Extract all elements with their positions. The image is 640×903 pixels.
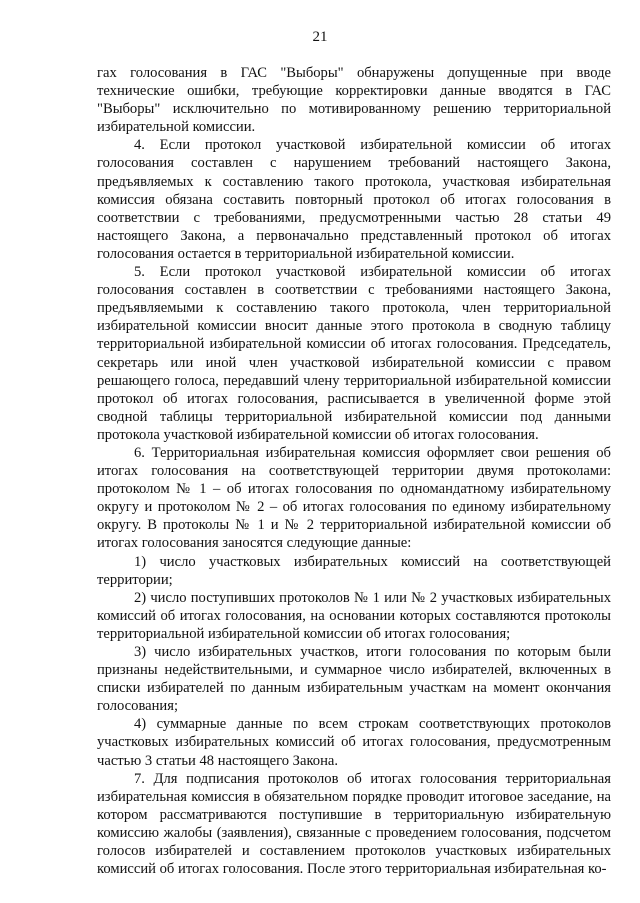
- paragraph-4: 4. Если протокол участковой избирательной комиссии об итогах голосования составлен с нарушением требований настоящего Закона, предъявляемых к составлению такого протокола, участковая избирательная комиссия обязана составить повторный протокол об итогах голосования в соответствии с требованиями, предусмотренными частью 28 статьи 49 настоящего Закона, а первоначально представленный протокол об итогах голосования остается в территориальной избирательной комиссии.: [97, 137, 611, 262]
- document-body: [97, 64, 611, 878]
- paragraph-6: 6. Территориальная избирательная комиссия оформляет свои решения об итогах голосования на соответствующей территории двумя протоколами: протоколом № 1 – об итогах голосования по одномандатному избирательному округу и протоколом № 2 – об итогах голосования по единому избирательному округу. В протоколы № 1 и № 2 территориальной избирательной комиссии об итогах голосования заносятся следующие данные:: [97, 444, 611, 552]
- list-item-2: 2) число поступивших протоколов № 1 или № 2 участковых избирательных комиссий об итогах голосования, на основании которых составляются протоколы территориальной избирательной комиссии об итогах голосования;: [97, 589, 611, 642]
- list-item-4: 4) суммарные данные по всем строкам соответствующих протоколов участковых избирательных комиссий об итогах голосования, предусмотренным частью 3 статьи 48 настоящего Закона.: [97, 716, 611, 769]
- page-number: 21: [312, 29, 328, 45]
- paragraph-continuation: гах голосования в ГАС "Выборы" обнаружены допущенные при вводе технические ошибки, требующие корректировки данные вводятся в ГАС "Выборы" исключительно по мотивированному решению территориальной избирательной комиссии.: [97, 65, 611, 136]
- paragraph-7: 7. Для подписания протоколов об итогах голосования территориальная избирательная комиссия в обязательном порядке проводит итоговое заседание, на котором рассматриваются поступившие в территориальную избирательную комиссию жалобы (заявления), связанные с проведением голосования, подсчетом голосов избирателей и составлением протоколов участковых избирательных комиссий об итогах голосования. После этого территориальная избирательная ко-: [97, 770, 611, 878]
- list-item-3: 3) число избирательных участков, итоги голосования по которым были признаны недействительными, и суммарное число избирателей, включенных в списки избирателей по данным избирательным участкам на момент окончания голосования;: [97, 644, 611, 715]
- list-item-1: 1) число участковых избирательных комиссий на соответствующей территории;: [97, 553, 611, 588]
- paragraph-5: 5. Если протокол участковой избирательной комиссии об итогах голосования составлен в соответствии с требованиями настоящего Закона, предъявляемыми к составлению такого протокола, член территориальной избирательной комиссии вносит данные этого протокола в сводную таблицу территориальной избирательной комиссии об итогах голосования. Председатель, секретарь или иной член участковой избирательной комиссии с правом решающего голоса, передавший члену территориальной избирательной комиссии протокол об итогах голосования, расписывается в увеличенной форме этой сводной таблицы территориальной избирательной комиссии под данными протокола участковой избирательной комиссии об итогах голосования.: [97, 264, 611, 443]
